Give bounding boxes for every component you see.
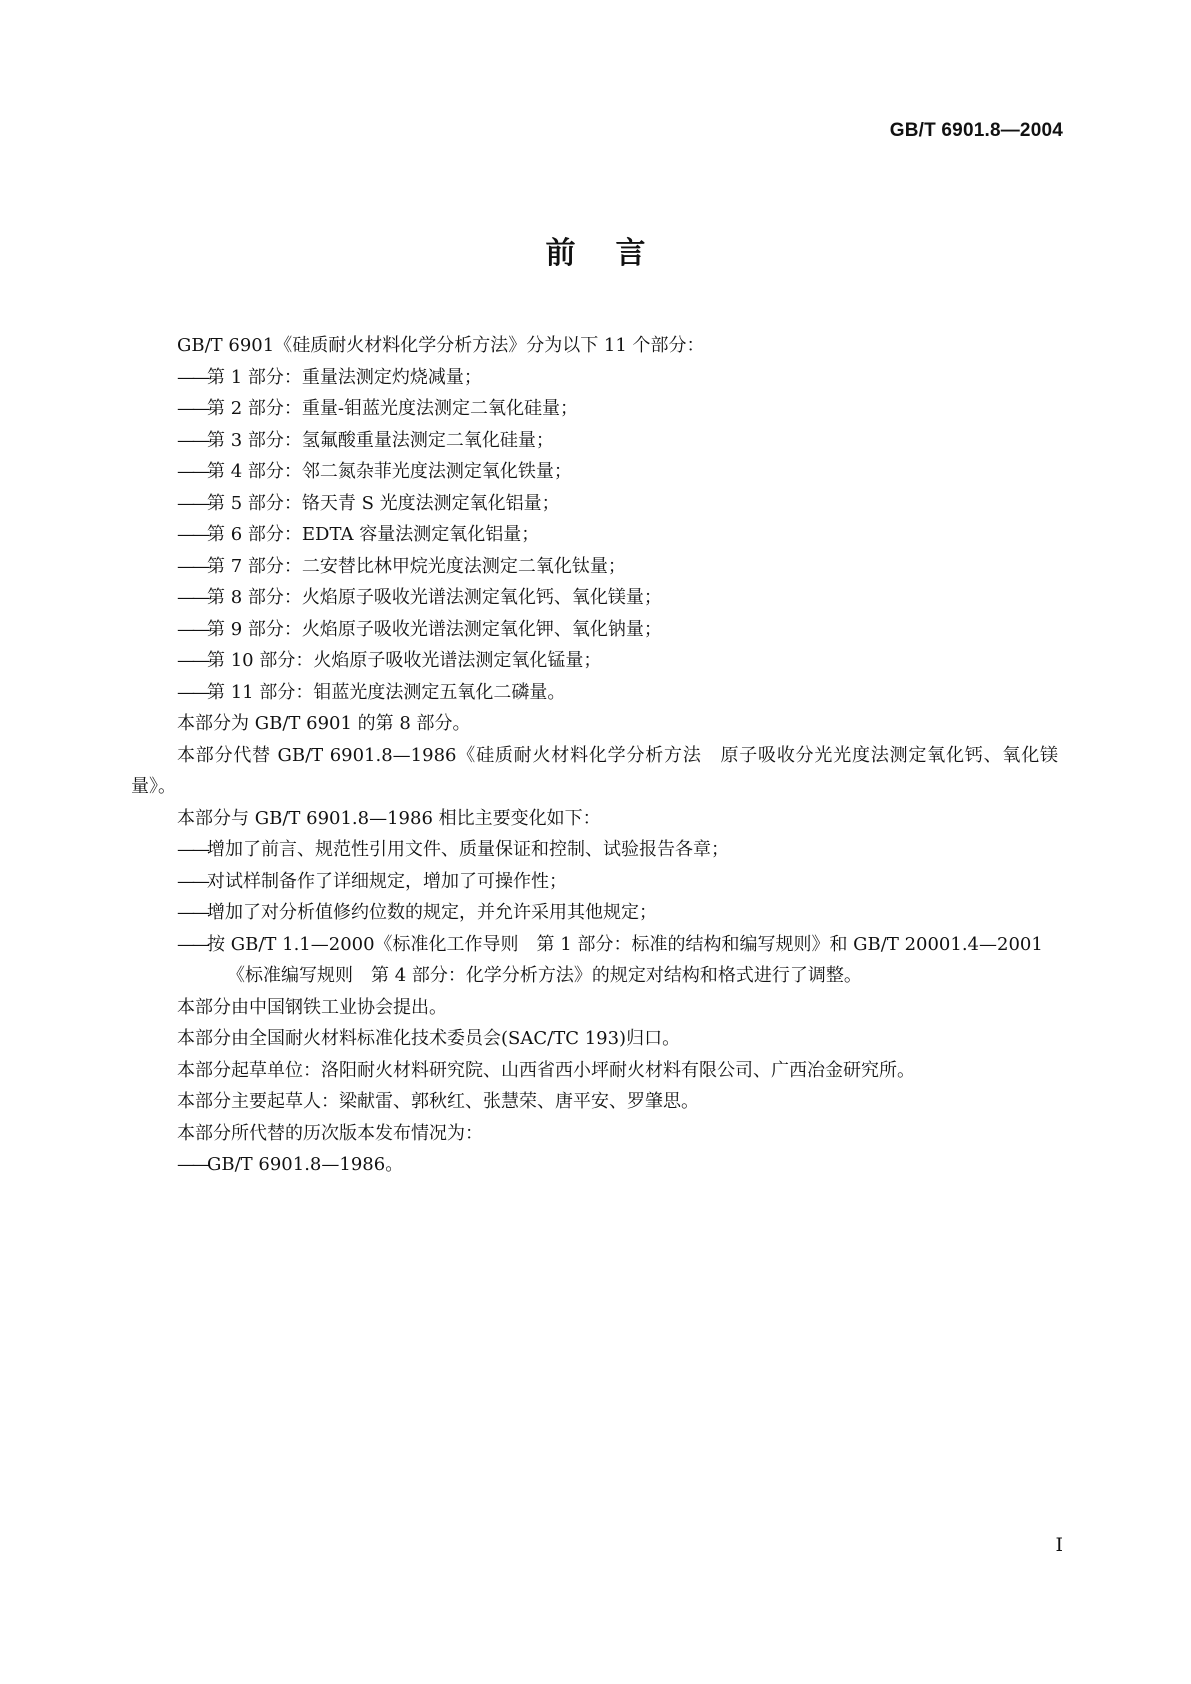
page-number: I [1055, 1534, 1063, 1556]
list-item: ——第 2 部分：重量-钼蓝光度法测定二氧化硅量； [177, 398, 578, 419]
list-item: ——增加了对分析值修约位数的规定，并允许采用其他规定； [177, 902, 657, 923]
list-item: ——对试样制备作了详细规定，增加了可操作性； [177, 870, 567, 892]
centralized-by-paragraph: 本部分由全国耐火材料标准化技术委员会(SAC/TC 193)归口。 [177, 1028, 681, 1049]
proposed-by-paragraph: 本部分由中国钢铁工业协会提出。 [177, 996, 447, 1018]
list-item: ——增加了前言、规范性引用文件、质量保证和控制、试验报告各章； [177, 839, 729, 860]
foreword-body [131, 330, 1058, 1181]
list-item: ——第 3 部分：氢氟酸重量法测定二氧化硅量； [177, 429, 554, 451]
list-item: ——GB/T 6901.8—1986。 [177, 1154, 404, 1175]
drafters-paragraph: 本部分主要起草人：梁献雷、郭秋红、张慧荣、唐平安、罗肇思。 [177, 1091, 699, 1112]
intro-paragraph: GB/T 6901《硅质耐火材料化学分析方法》分为以下 11 个部分： [177, 335, 705, 356]
changes-intro-paragraph: 本部分与 GB/T 6901.8—1986 相比主要变化如下： [177, 807, 601, 829]
drafting-units-paragraph: 本部分起草单位：洛阳耐火材料研究院、山西省西小坪耐火材料有限公司、广西冶金研究所。 [177, 1059, 915, 1081]
history-intro-paragraph: 本部分所代替的历次版本发布情况为： [177, 1122, 483, 1144]
list-item: ——第 11 部分：钼蓝光度法测定五氧化二磷量。 [177, 681, 566, 703]
parts-list [131, 362, 1058, 709]
list-item: ——第 10 部分：火焰原子吸收光谱法测定氧化锰量； [177, 650, 602, 671]
this-part-paragraph: 本部分为 GB/T 6901 的第 8 部分。 [177, 713, 471, 734]
list-item: ——按 GB/T 1.1—2000《标准化工作导则 第 1 部分：标准的结构和编写规则》和 GB/T 20001.4—2001《标准编写规则 第 4 部分：化学分析方法》的规定对结构和格式进行了调整。 [177, 933, 1043, 986]
list-item: ——第 6 部分：EDTA 容量法测定氧化铝量； [177, 524, 540, 545]
list-item: ——第 5 部分：铬天青 S 光度法测定氧化铝量； [177, 492, 560, 514]
page-title: 前言 [545, 236, 686, 271]
list-item: ——第 9 部分：火焰原子吸收光谱法测定氧化钾、氧化钠量； [177, 618, 662, 640]
replaces-paragraph: 本部分代替 GB/T 6901.8—1986《硅质耐火材料化学分析方法 原子吸收分光光度法测定氧化钙、氧化镁量》。 [131, 744, 1058, 797]
list-item: ——第 4 部分：邻二氮杂菲光度法测定氧化铁量； [177, 461, 572, 482]
list-item: ——第 8 部分：火焰原子吸收光谱法测定氧化钙、氧化镁量； [177, 587, 662, 608]
history-list [131, 1149, 1058, 1181]
list-item: ——第 1 部分：重量法测定灼烧减量； [177, 366, 482, 388]
list-item: ——第 7 部分：二安替比林甲烷光度法测定二氧化钛量； [177, 555, 626, 577]
changes-list [131, 834, 1058, 992]
standard-code: GB/T 6901.8—2004 [889, 120, 1063, 141]
